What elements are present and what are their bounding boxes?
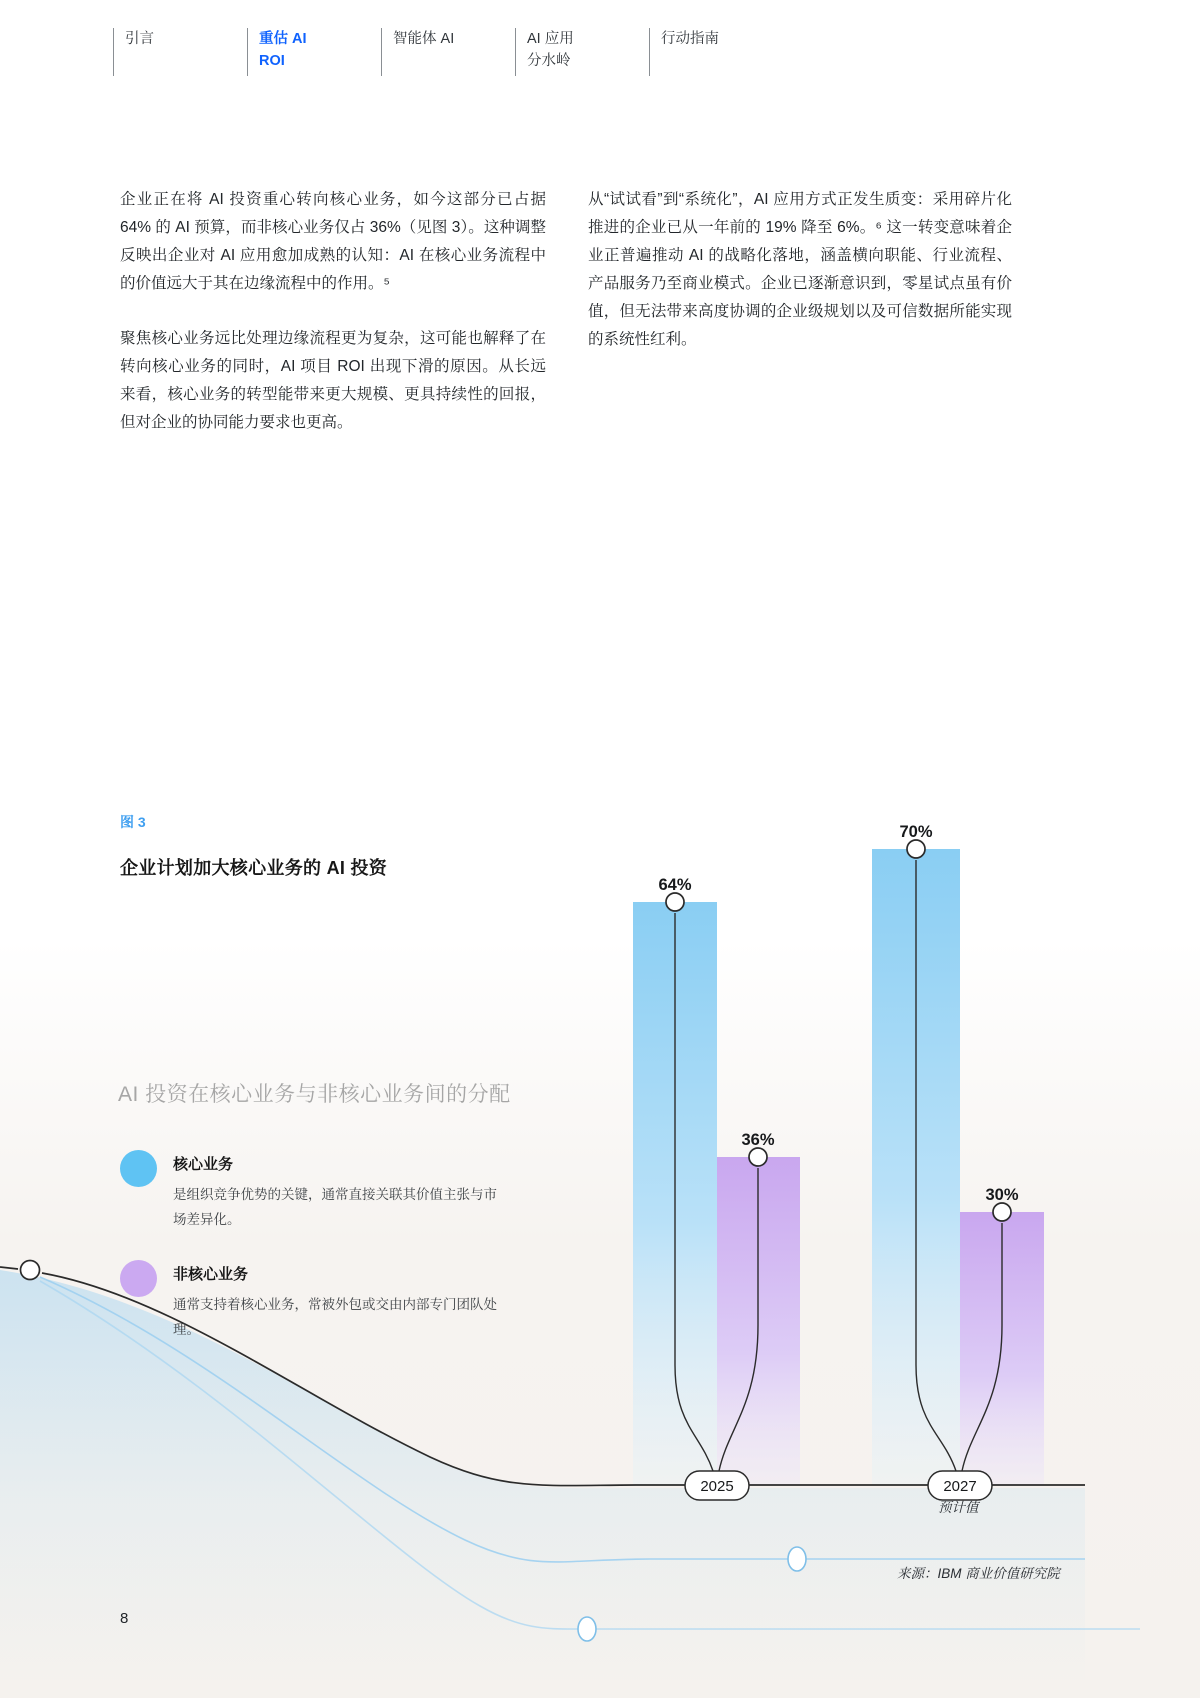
marker-core-2025 (666, 893, 684, 911)
nav-item-label: 行动指南 (661, 31, 719, 47)
source-attribution: 来源：IBM 商业价值研究院 (897, 1566, 1060, 1581)
flow-node-circle (788, 1547, 806, 1571)
legend-desc-core: 是组织竞争优势的关键，通常直接关联其价值主张与市场差异化。 (173, 1187, 497, 1227)
right-text-column (588, 186, 1012, 354)
baseline-start-node (21, 1261, 40, 1280)
left-text-column (120, 186, 546, 437)
forecast-note: 预计值 (938, 1500, 979, 1515)
legend-name-noncore: 非核心业务 (173, 1266, 249, 1283)
figure-subtitle: AI 投资在核心业务与非核心业务间的分配 (118, 1083, 511, 1106)
figure-title: 企业计划加大核心业务的 AI 投资 (120, 858, 388, 878)
nav-item-label: 重估 AI (259, 31, 307, 47)
nav-item-ai-divide[interactable] (515, 28, 649, 76)
year-pill-2027-label: 2027 (943, 1478, 977, 1495)
nav-item-label: 引言 (125, 31, 154, 47)
legend-dot-core (120, 1150, 157, 1187)
paragraph: 聚焦核心业务远比处理边缘流程更为复杂，这可能也解释了在转向核心业务的同时，AI 项目 ROI 出现下滑的原因。从长远来看，核心业务的转型能带来更大规模、更具持续性的回报，但对企业的协同能力要求也更高。 (120, 330, 546, 431)
value-label-core-2027: 70% (899, 823, 933, 841)
legend-desc-noncore: 通常支持着核心业务，常被外包或交由内部专门团队处理。 (173, 1297, 497, 1337)
page-number: 8 (120, 1610, 129, 1627)
paragraph: 企业正在将 AI 投资重心转向核心业务，如今这部分已占据 64% 的 AI 预算，而非核心业务仅占 36%（见图 3）。这种调整反映出企业对 AI 应用愈加成熟的认知：AI 在核心业务流程中的价值远大于其在边缘流程中的作用。⁵ (120, 191, 546, 292)
marker-noncore-2025 (749, 1148, 767, 1166)
value-label-core-2025: 64% (658, 876, 692, 894)
nav-item-action-guide[interactable] (649, 28, 783, 76)
nav-item-agentic-ai[interactable] (381, 28, 515, 76)
marker-core-2027 (907, 840, 925, 858)
paragraph: 从“试试看”到“系统化”，AI 应用方式正发生质变：采用碎片化推进的企业已从一年前的 19% 降至 6%。⁶ 这一转变意味着企业正普遍推动 AI 的战略化落地，涵盖横向职能、行业流程、产品服务乃至商业模式。企业已逐渐意识到，零星试点虽有价值，但无法带来高度协调的企业级规划以及可信数据所能实现的系统性红利。 (588, 191, 1012, 348)
nav-item-label: 智能体 AI (393, 31, 455, 47)
value-label-noncore-2027: 30% (985, 1186, 1019, 1204)
marker-noncore-2027 (993, 1203, 1011, 1221)
flow-node-circle (578, 1617, 596, 1641)
legend-dot-noncore (120, 1260, 157, 1297)
nav-item-label-line2: ROI (259, 52, 285, 69)
nav-item-label-line2: 分水岭 (527, 52, 571, 69)
year-pill-2025-label: 2025 (700, 1478, 734, 1495)
legend-name-core: 核心业务 (173, 1156, 234, 1173)
top-navigation (113, 28, 783, 76)
nav-item-reassess-roi[interactable] (247, 28, 381, 76)
nav-item-intro[interactable] (113, 28, 247, 76)
value-label-noncore-2025: 36% (741, 1131, 775, 1149)
figure-number-label: 图 3 (120, 814, 146, 830)
nav-item-label: AI 应用 (527, 31, 574, 47)
